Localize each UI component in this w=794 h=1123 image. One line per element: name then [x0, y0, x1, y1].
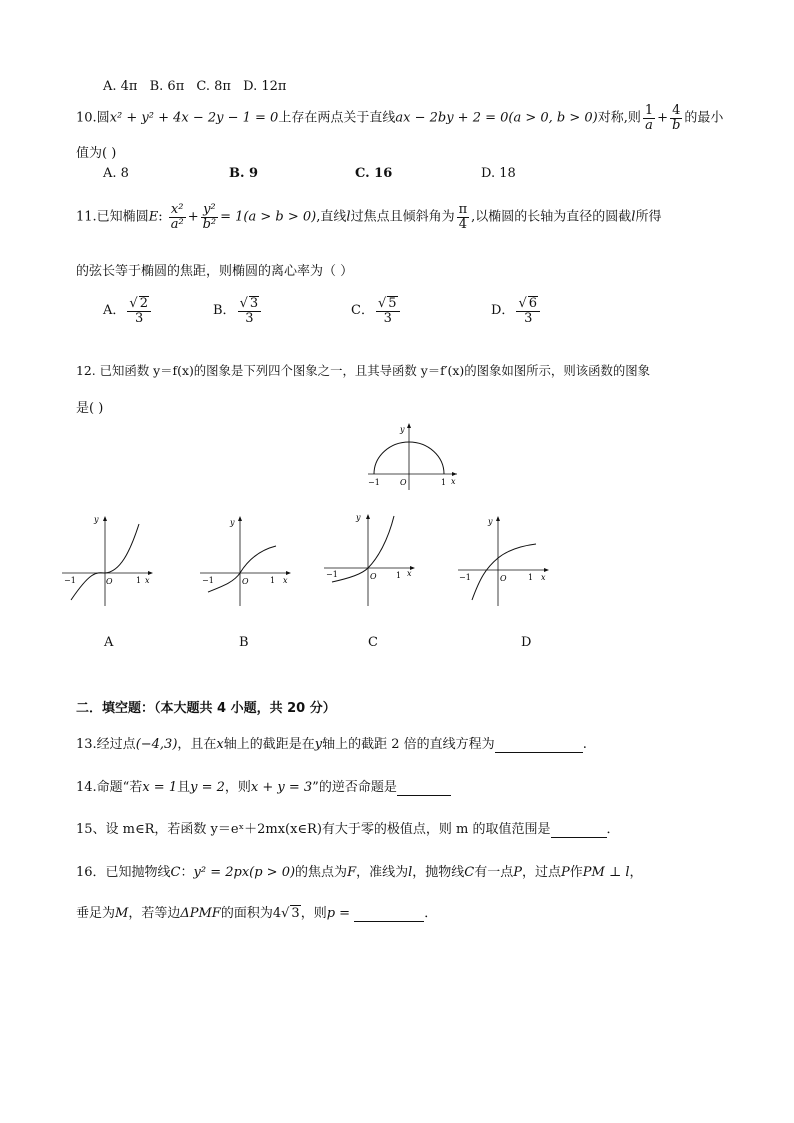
- axis-y-label: y: [94, 515, 99, 524]
- q10-fraction-2: $\frac{4}{b}$: [672, 103, 681, 133]
- axis-y-label: y: [400, 425, 405, 434]
- tick-neg-label: −1: [202, 576, 214, 585]
- q12-graph-b: [198, 512, 294, 608]
- q12-graph-label-a: A: [104, 635, 114, 650]
- tick-pos-label: 1: [270, 576, 276, 585]
- q10-option-d: D. 18: [481, 166, 516, 181]
- q12-graph-d: [456, 512, 552, 608]
- q9-option-a: A. 4π: [103, 79, 138, 94]
- q10-fraction-1: $\frac{1}{a}$: [644, 103, 654, 133]
- q14-answer-blank[interactable]: [397, 780, 451, 796]
- q9-options: [103, 79, 286, 94]
- tick-neg-label: −1: [368, 478, 380, 487]
- q12-derivative-graph: [366, 420, 460, 492]
- q11-line1: 11.已知椭圆E: $\frac{\text{x²}}{\text{a²}}$ + $\frac{\text{y²}}{\text{b²}}$ = 1(a > b > 0),直线l过焦点且倾斜角为 $\frac{\pi}{4}$ ,以椭圆的长轴为直径的圆截l所得: [76, 202, 662, 232]
- axis-x-label: x: [407, 569, 412, 578]
- q10-line1: 10.圆x² + y² + 4x − 2y − 1 = 0上存在两点关于直线ax − 2by + 2 = 0(a > 0, b > 0)对称,则 $\frac{1}{a}$ + $\frac{4}{b}$ 的最小: [76, 103, 724, 133]
- q12-line2: 是( ): [76, 401, 104, 416]
- q12-graph-label-c: C: [368, 635, 378, 650]
- tick-pos-label: 1: [136, 576, 142, 585]
- q10-circle-equation: x² + y² + 4x − 2y − 1 = 0: [109, 110, 279, 126]
- q12-graph-a: [60, 512, 156, 608]
- origin-label: O: [370, 572, 377, 581]
- q15-line: 15、设 m∈R，若函数 y＝eˣ＋2mx(x∈R)有大于零的极值点，则 m 的取值范围是 ．: [76, 822, 620, 837]
- axis-x-label: x: [145, 576, 150, 585]
- tick-pos-label: 1: [528, 573, 534, 582]
- q14-line: 14.命题“若x = 1且y = 2，则x + y = 3”的逆否命题是: [76, 776, 451, 796]
- origin-label: O: [242, 577, 249, 586]
- q13-answer-blank[interactable]: [495, 737, 583, 753]
- q11-fraction-y: $\frac{\text{y²}}{\text{b²}}$: [202, 202, 217, 232]
- tick-neg-label: −1: [64, 576, 76, 585]
- origin-label: O: [400, 478, 407, 487]
- section-2-title: 二．填空题：（本大题共 4 小题，共 20 分）: [76, 701, 336, 716]
- q12-graph-c: [322, 510, 418, 608]
- axis-y-label: y: [356, 513, 361, 522]
- q9-option-b: B. 6π: [149, 79, 185, 94]
- q15-answer-blank[interactable]: [551, 822, 607, 838]
- tick-neg-label: −1: [326, 570, 338, 579]
- axis-y-label: y: [230, 518, 235, 527]
- q9-option-d: D. 12π: [243, 79, 287, 94]
- tick-pos-label: 1: [441, 478, 447, 487]
- axis-x-label: x: [283, 576, 288, 585]
- q11-angle-fraction: $\frac{\pi}{4}$: [458, 202, 468, 232]
- q10-option-c: C. 16: [355, 166, 393, 181]
- q11-line2: 的弦长等于椭圆的焦距，则椭圆的离心率为（ ）: [76, 264, 354, 279]
- q10-line-equation: ax − 2by + 2 = 0(a > 0, b > 0): [395, 110, 598, 126]
- q13-line: 13.经过点(−4,3)，且在x轴上的截距是在y轴上的截距 2 倍的直线方程为 .: [76, 737, 587, 752]
- axis-y-label: y: [488, 517, 493, 526]
- q10-option-b: B. 9: [229, 166, 259, 181]
- q10-line2: 值为( ): [76, 146, 117, 161]
- q16-line2: 垂足为M，若等边ΔPMF的面积为4√ 3，则p = ．: [76, 906, 438, 921]
- origin-label: O: [106, 577, 113, 586]
- q11-option-d: D． $\frac{√ 6}{3}$: [491, 296, 542, 325]
- q12-graph-label-b: B: [239, 635, 249, 650]
- q11-option-b: B． $\frac{√ 3}{3}$: [213, 296, 263, 325]
- axis-x-label: x: [451, 477, 456, 486]
- axis-x-label: x: [541, 573, 546, 582]
- q9-option-c: C. 8π: [196, 79, 231, 94]
- q16-answer-blank[interactable]: [354, 906, 424, 922]
- q16-line1: 16．已知抛物线C：y² = 2px(p > 0)的焦点为F，准线为l，抛物线C有一点P，过点P作PM ⊥ l，: [76, 865, 643, 880]
- q11-fraction-x: $\frac{\text{x²}}{\text{a²}}$: [170, 202, 184, 232]
- q12-line1: 12. 已知函数 y＝f(x)的图象是下列四个图象之一，且其导函数 y＝f′(x)的图象如图所示，则该函数的图象: [76, 363, 651, 378]
- q10-option-a: A. 8: [103, 166, 129, 181]
- q12-graph-label-d: D: [521, 635, 532, 650]
- tick-pos-label: 1: [396, 571, 402, 580]
- tick-neg-label: −1: [459, 573, 471, 582]
- q11-option-a: A． $\frac{√ 2}{3}$: [103, 296, 153, 325]
- origin-label: O: [500, 574, 507, 583]
- q11-option-c: C． $\frac{√ 5}{3}$: [351, 296, 402, 325]
